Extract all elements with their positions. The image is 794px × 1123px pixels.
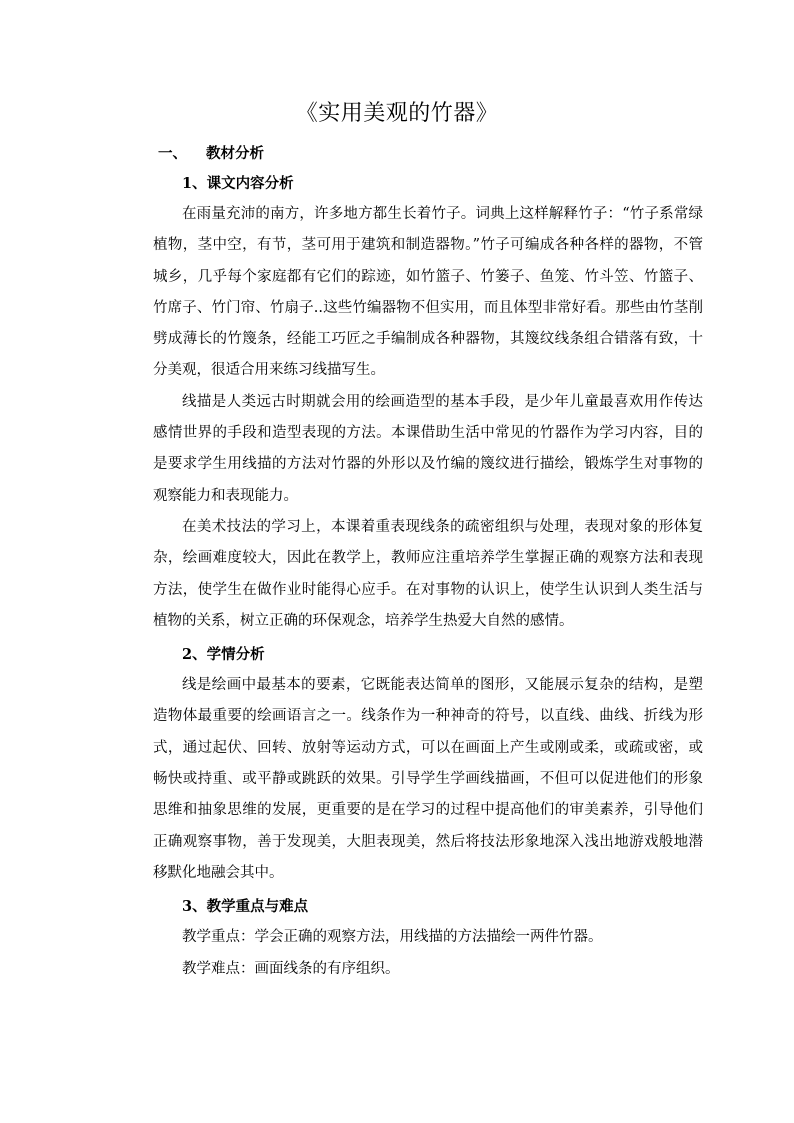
document-body — [151, 142, 703, 985]
paragraph: 线描是人类远古时期就会用的绘画造型的基本手段，是少年儿童最喜欢用作传达感情世界的手段和造型表现的方法。本课借助生活中常见的竹器作为学习内容，目的是要求学生用线描的方法对竹器的外形以及竹编的篾纹进行描绘，锻炼学生对事物的观察能力和表现能力。 — [153, 393, 703, 504]
document-title: 《实用美观的竹器》 — [295, 101, 499, 126]
paragraph: 线是绘画中最基本的要素，它既能表达简单的图形，又能展示复杂的结构，是塑造物体最重要的绘画语言之一。线条作为一种神奇的符号，以直线、曲线、折线为形式，通过起伏、回转、放射等运动方式，可以在画面上产生或刚或柔，或疏或密，或畅快或持重、或平静或跳跃的效果。引导学生学画线描画，不但可以促进他们的形象思维和抽象思维的发展，更重要的是在学习的过程中提高他们的审美素养，引导他们正确观察事物，善于发现美，大胆表现美，然后将技法形象地深入浅出地游戏般地潜移默化地融会其中。 — [153, 677, 703, 881]
paragraph-key-point: 教学重点：学会正确的观察方法，用线描的方法描绘一两件竹器。 — [182, 929, 603, 946]
section-heading-teaching-material-analysis — [158, 142, 703, 166]
section-heading-text: 教材分析 — [206, 145, 264, 162]
paragraph: 在美术技法的学习上，本课着重表现线条的疏密组织与处理，表现对象的形体复杂，绘画难度较大，因此在教学上，教师应注重培养学生掌握正确的观察方法和表现方法，使学生在做作业时能得心应手。在对事物的认识上，使学生认识到人类生活与植物的关系，树立正确的环保观念，培养学生热爱大自然的感情。 — [153, 518, 703, 629]
subsection-heading-key-points: 3、教学重点与难点 — [182, 898, 309, 916]
subsection-heading-content-analysis: 1、课文内容分析 — [182, 175, 294, 192]
section-number: 一、 — [158, 145, 187, 162]
subsection-heading-learner-analysis: 2、学情分析 — [182, 646, 265, 664]
paragraph-difficulty: 教学难点：画面线条的有序组织。 — [182, 960, 400, 977]
paragraph: 在雨量充沛的南方，许多地方都生长着竹子。词典上这样解释竹子：“竹子系常绿植物，茎中空，有节，茎可用于建筑和制造器物。”竹子可编成各种各样的器物，不管城乡，几乎每个家庭都有它们的踪迹，如竹篮子、竹篓子、鱼笼、竹斗笠、竹篮子、竹席子、竹门帘、竹扇子..这些竹编器物不但实用，而且体型非常好看。那些由竹茎削劈成薄长的竹篾条，经能工巧匠之手编制成各种器物，其篾纹线条组合错落有致，十分美观，很适合用来练习线描写生。 — [153, 206, 703, 379]
